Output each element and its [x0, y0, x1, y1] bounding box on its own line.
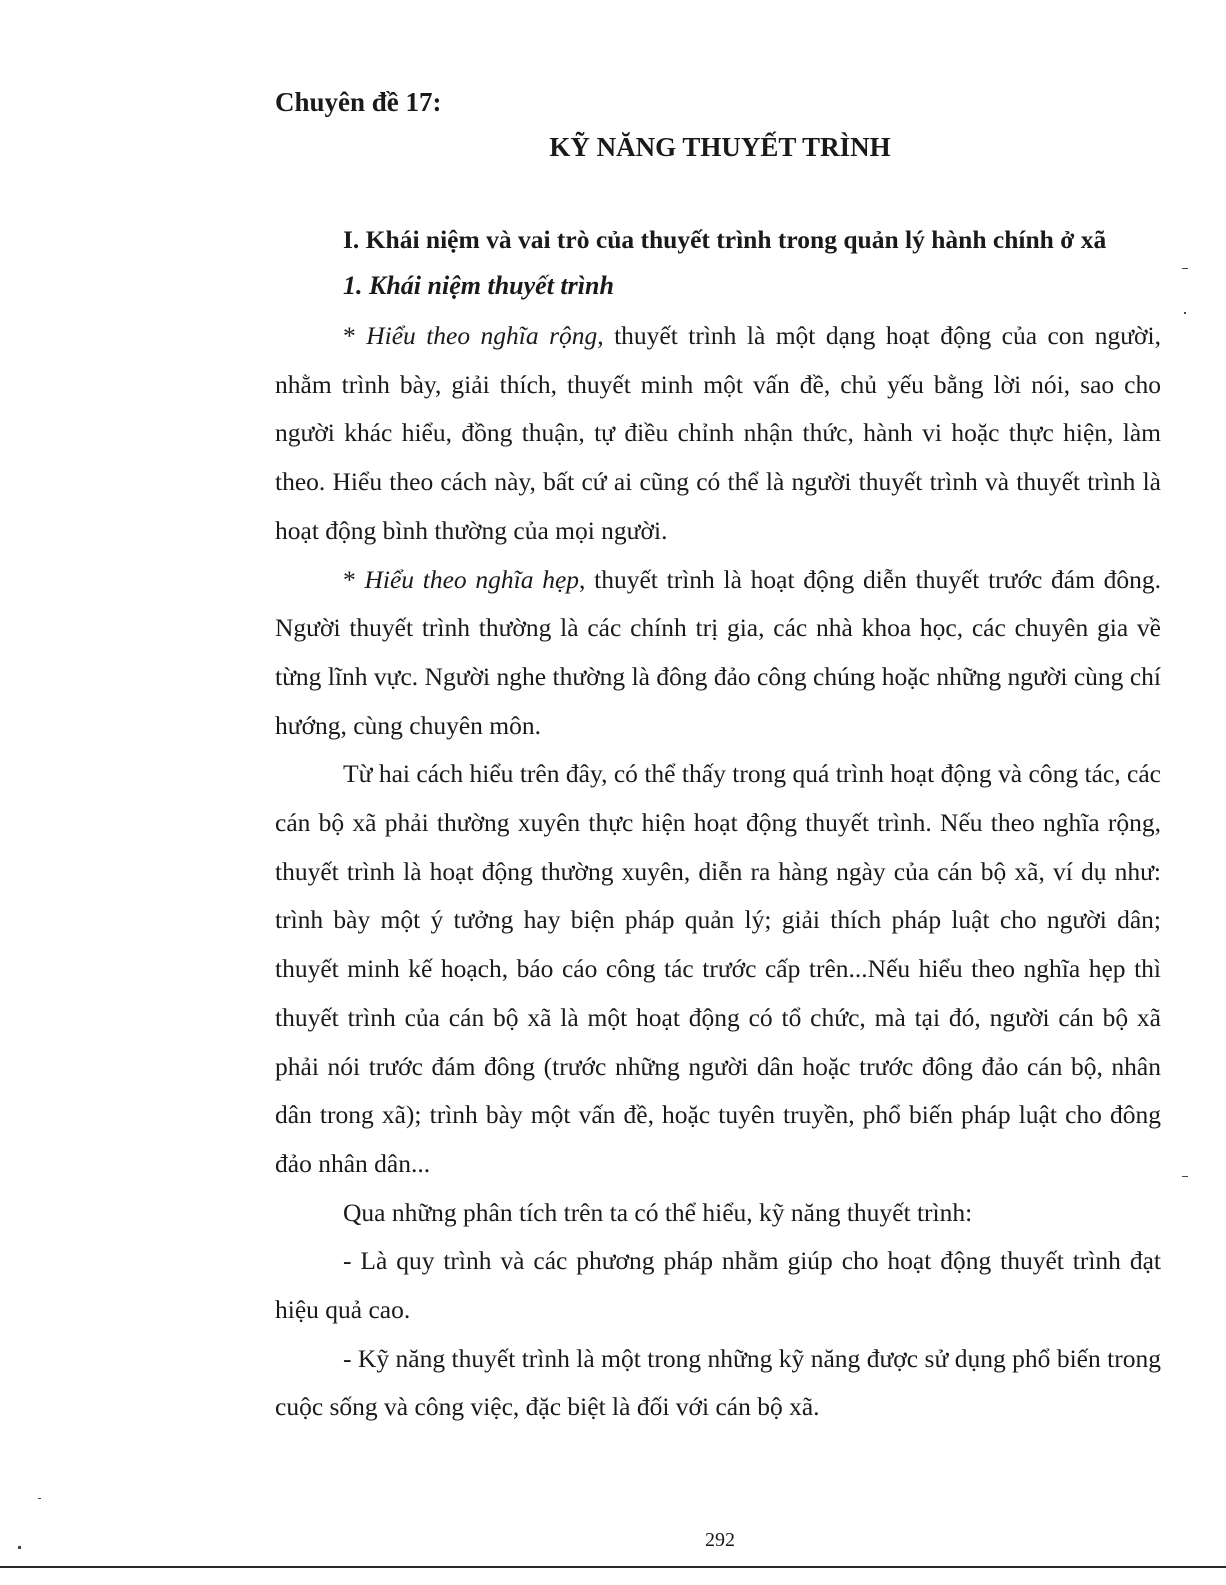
chapter-title: KỸ NĂNG THUYẾT TRÌNH — [549, 132, 891, 162]
section-heading: I. Khái niệm và vai trò của thuyết trình trong quản lý hành chính ở xã — [343, 225, 1107, 254]
bullet-marker: * — [343, 564, 365, 594]
chapter-label: Chuyên đề 17: — [275, 87, 442, 117]
sub-heading: 1. Khái niệm thuyết trình — [343, 271, 614, 300]
paragraph-skill-intro: Qua những phân tích trên ta có thể hiểu, kỹ năng thuyết trình: — [343, 1197, 973, 1227]
scan-mark — [38, 1498, 41, 1499]
body-text — [275, 312, 1161, 1432]
paragraph-text: , thuyết trình là một dạng hoạt động của con người, nhằm trình bày, giải thích, thuyết minh một vấn đề, chủ yếu bằng lời nói, sao cho người khác hiểu, đồng thuận, tự điều chỉnh nhận thức, hành vi hoặc thực hiện, làm theo. Hiểu theo cách này, bất cứ ai cũng có thể là người thuyết trình và thuyết trình là hoạt động bình thường của mọi người. — [275, 321, 1161, 545]
bottom-rule — [0, 1566, 1226, 1568]
scan-mark — [18, 1546, 21, 1549]
page-number: 292 — [705, 1529, 735, 1551]
term-narrow-sense: Hiểu theo nghĩa hẹp — [364, 564, 580, 594]
scan-mark — [1184, 312, 1186, 314]
bullet-marker: * — [343, 321, 367, 350]
paragraph-skill-point-1: - Là quy trình và các phương pháp nhằm giúp cho hoạt động thuyết trình đạt hiệu quả cao. — [275, 1246, 1161, 1325]
paragraph-broad-definition — [275, 312, 1161, 556]
paragraph-text: , thuyết trình là hoạt động diễn thuyết trước đám đông. Người thuyết trình thường là các chính trị gia, các nhà khoa học, các chuyên gia về từng lĩnh vực. Người nghe thường là đông đảo công chúng hoặc những người cùng chí hướng, cùng chuyên môn. — [275, 564, 1162, 740]
scan-mark — [1182, 1176, 1188, 1177]
document-page — [275, 0, 1165, 1585]
term-broad-sense: Hiểu theo nghĩa rộng — [366, 321, 598, 350]
scan-mark — [1182, 268, 1188, 269]
paragraph-narrow-definition — [275, 556, 1161, 751]
paragraph-skill-point-2: - Kỹ năng thuyết trình là một trong những kỹ năng được sử dụng phổ biến trong cuộc sống và công việc, đặc biệt là đối với cán bộ xã. — [275, 1343, 1161, 1422]
paragraph-commune-officials: Từ hai cách hiểu trên đây, có thể thấy trong quá trình hoạt động và công tác, các cán bộ xã phải thường xuyên thực hiện hoạt động thuyết trình. Nếu theo nghĩa rộng, thuyết trình là hoạt động thường xuyên, diễn ra hàng ngày của cán bộ xã, ví dụ như: trình bày một ý tưởng hay biện pháp quản lý; giải thích pháp luật cho người dân; thuyết minh kế hoạch, báo cáo công tác trước cấp trên...Nếu hiểu theo nghĩa hẹp thì thuyết trình của cán bộ xã là một hoạt động có tổ chức, mà tại đó, người cán bộ xã phải nói trước đám đông (trước những người dân hoặc trước đông đảo cán bộ, nhân dân trong xã); trình bày một vấn đề, hoặc tuyên truyền, phổ biến pháp luật cho đông đảo nhân dân... — [275, 759, 1161, 1178]
